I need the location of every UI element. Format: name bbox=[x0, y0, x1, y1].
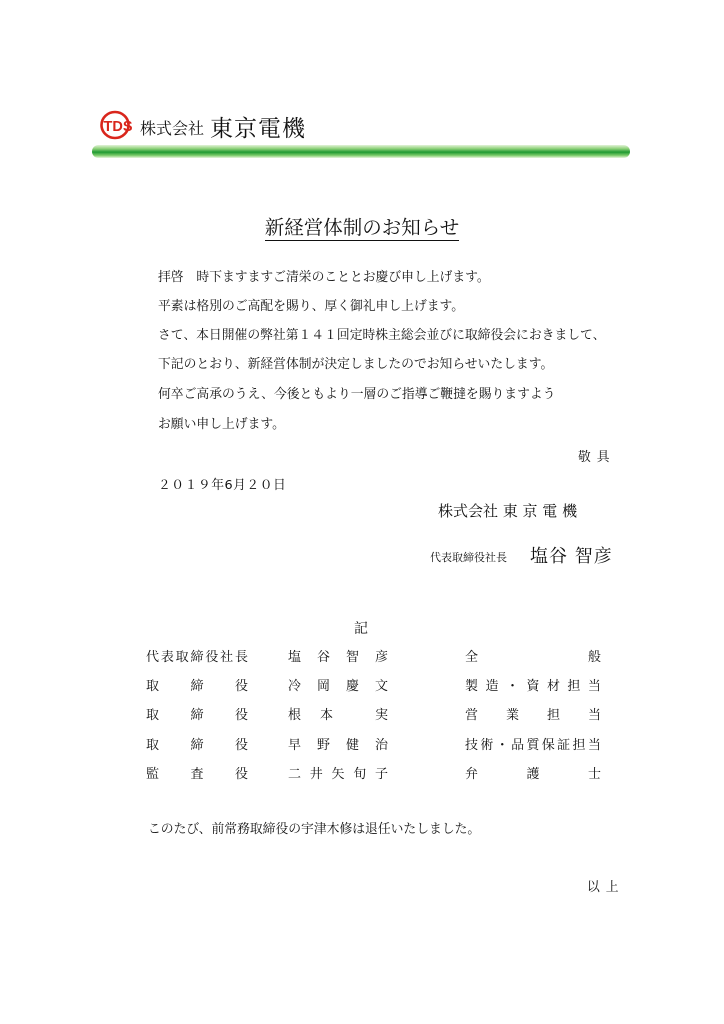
body-line: 拝啓 時下ますますご清栄のこととお慶び申し上げます。 bbox=[158, 270, 490, 285]
signature-title: 代表取締役社長 bbox=[430, 551, 507, 564]
signature-company: 株式会社 東 京 電 機 bbox=[438, 502, 578, 520]
officer-title: 監 査 役 bbox=[146, 767, 248, 782]
officer-name: 二 井 矢 旬 子 bbox=[288, 767, 388, 782]
closing-salutation: 敬具 bbox=[578, 450, 616, 465]
header-divider bbox=[92, 145, 630, 158]
signature-person: 塩谷 智彦 bbox=[530, 546, 613, 567]
officer-role: 全 般 bbox=[465, 650, 601, 665]
officer-name: 根 本 実 bbox=[288, 708, 388, 723]
officer-role: 製 造 ・ 資 材 担 当 bbox=[465, 679, 601, 694]
page-title-text: 新経営体制のお知らせ bbox=[264, 216, 460, 239]
body-line: 何卒ご高承のうえ、今後ともより一層のご指導ご鞭撻を賜りますよう bbox=[158, 387, 556, 402]
officer-title: 取 締 役 bbox=[146, 738, 248, 753]
officer-role: 弁 護 士 bbox=[465, 767, 601, 782]
body-line: さて、本日開催の弊社第１４１回定時株主総会並びに取締役会におきまして、 bbox=[158, 328, 606, 343]
retirement-note: このたび、前常務取締役の宇津木修は退任いたしました。 bbox=[148, 822, 481, 837]
company-prefix: 株式会社 bbox=[140, 119, 205, 138]
body-line: 平素は格別のご高配を賜り、厚く御礼申し上げます。 bbox=[158, 299, 465, 314]
body-line: お願い申し上げます。 bbox=[158, 417, 285, 432]
officer-name: 冷 岡 慶 文 bbox=[288, 679, 388, 694]
closing-ijou: 以上 bbox=[587, 880, 625, 895]
body-line: 下記のとおり、新経営体制が決定しましたのでお知らせいたします。 bbox=[158, 357, 554, 372]
officer-title: 代 表 取 締 役 社 長 bbox=[146, 650, 248, 665]
company-name: 東京電機 bbox=[210, 116, 306, 142]
officer-role: 営 業 担 当 bbox=[465, 708, 601, 723]
ki-heading: 記 bbox=[354, 621, 368, 637]
document-date: ２０１９年6月２０日 bbox=[158, 478, 287, 493]
officer-role: 技 術 ・ 品 質 保 証 担 当 bbox=[465, 738, 601, 753]
officer-name: 塩 谷 智 彦 bbox=[288, 650, 388, 665]
page-title bbox=[0, 212, 724, 240]
company-logo-icon bbox=[100, 110, 136, 140]
officer-title: 取 締 役 bbox=[146, 679, 248, 694]
logo-mark-text: TDS bbox=[103, 119, 133, 135]
officer-title: 取 締 役 bbox=[146, 708, 248, 723]
officer-name: 早 野 健 治 bbox=[288, 738, 388, 753]
